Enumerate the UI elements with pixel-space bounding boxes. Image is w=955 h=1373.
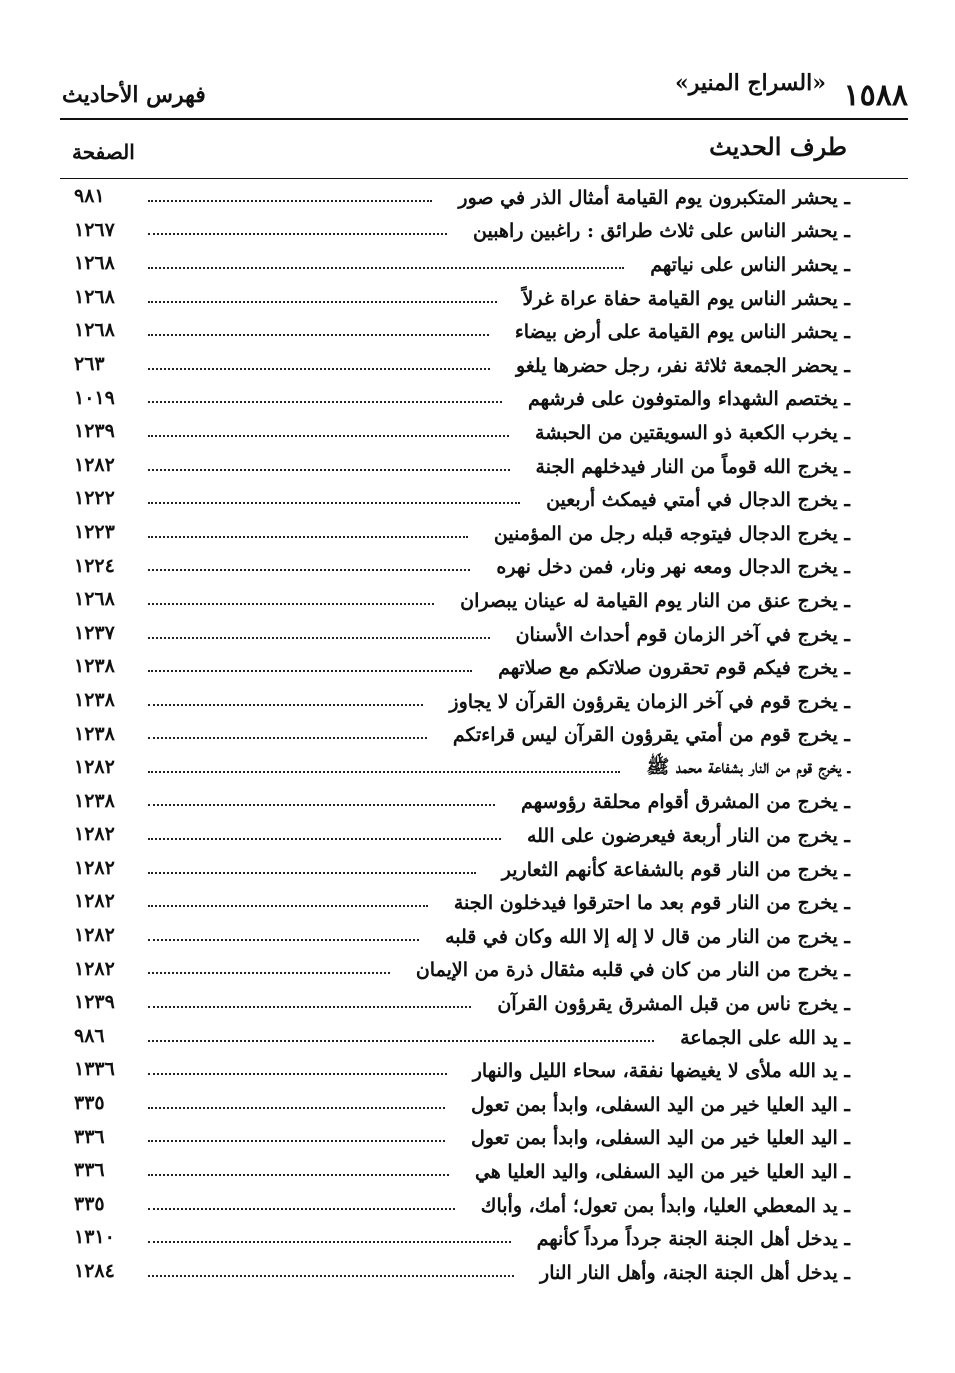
hadith-incipit: ـ اليد العليا خير من اليد السفلى، واليد العليا هي <box>474 1161 850 1184</box>
dot-leader <box>148 267 624 269</box>
hadith-incipit: ـ يخرج من النار من قال لا إله إلا الله وكان في قلبه <box>445 925 850 948</box>
page-reference: ١٢٦٨ <box>74 319 115 342</box>
page-reference: ١٢٦٨ <box>74 588 115 611</box>
hadith-index-list <box>60 181 850 1290</box>
hadith-incipit: ـ يخرج من النار قوم بعد ما احترقوا فيدخلون الجنة <box>453 892 850 915</box>
index-row <box>60 886 850 920</box>
dot-leader <box>148 401 502 403</box>
page-reference: ٣٣٥ <box>74 1192 105 1215</box>
dot-leader <box>148 1073 447 1075</box>
index-row <box>60 651 850 685</box>
page-reference: ٣٣٦ <box>74 1125 105 1148</box>
hadith-incipit: ـ يد الله ملأى لا يغيضها نفقة، سحاء الليل والنهار <box>472 1060 850 1083</box>
header-divider <box>60 118 908 120</box>
hadith-incipit: ـ يخرج قوم في آخر الزمان يقرؤون القرآن لا يجاوز <box>449 690 850 713</box>
index-row <box>60 987 850 1021</box>
index-row <box>60 1021 850 1055</box>
page-reference: ١٢٨٢ <box>74 856 115 879</box>
dot-leader <box>148 1040 654 1042</box>
page-reference: ١٢٦٨ <box>74 285 115 308</box>
hadith-incipit: ـ يخرج في آخر الزمان قوم أحداث الأسنان <box>515 623 850 646</box>
dot-leader <box>148 637 490 639</box>
hadith-incipit: ـ يخرج من المشرق أقوام محلقة رؤوسهم <box>520 791 850 814</box>
page-reference: ١٣٣٦ <box>74 1058 115 1081</box>
dot-leader <box>148 939 419 941</box>
dot-leader <box>148 368 490 370</box>
hadith-incipit: ـ يدخل أهل الجنة الجنة جرداً مرداً كأنهم <box>536 1228 850 1251</box>
hadith-incipit: ـ اليد العليا خير من اليد السفلى، وابدأ بمن تعول <box>471 1127 850 1150</box>
dot-leader <box>148 905 428 907</box>
hadith-incipit: ـ يخرج من النار أربعة فيعرضون على الله <box>526 825 850 848</box>
page-reference: ١٢٣٨ <box>74 655 115 678</box>
hadith-incipit: ـ يحشر الناس على نياتهم <box>650 253 850 276</box>
dot-leader <box>148 1006 471 1008</box>
dot-leader <box>148 1107 445 1109</box>
hadith-incipit: ـ اليد العليا خير من اليد السفلى، وابدأ بمن تعول <box>471 1093 850 1116</box>
page-reference: ٩٨٦ <box>74 1024 105 1047</box>
dot-leader <box>148 200 432 202</box>
index-row <box>60 1054 850 1088</box>
index-row <box>60 1222 850 1256</box>
index-row <box>60 450 850 484</box>
page-reference: ١٢٨٢ <box>74 756 115 779</box>
page-reference: ١٢٣٨ <box>74 722 115 745</box>
hadith-incipit: ـ يحشر الناس يوم القيامة على أرض بيضاء <box>514 321 850 344</box>
index-row <box>60 920 850 954</box>
dot-leader <box>148 603 434 605</box>
index-row <box>60 383 850 417</box>
page-reference: ١٠١٩ <box>74 386 115 409</box>
dot-leader <box>148 972 390 974</box>
index-row <box>60 786 850 820</box>
page-reference: ١٢٦٧ <box>74 218 115 241</box>
index-row <box>60 819 850 853</box>
hadith-incipit: ـ يخرج الله قوماً من النار فيدخلهم الجنة <box>535 455 850 478</box>
dot-leader <box>148 334 489 336</box>
page-reference: ١٣١٠ <box>74 1226 115 1249</box>
page-number: ١٥٨٨ <box>843 78 908 113</box>
index-row <box>60 248 850 282</box>
hadith-incipit: ـ يختصم الشهداء والمتوفون على فرشهم <box>528 388 850 411</box>
dot-leader <box>148 771 620 773</box>
dot-leader <box>148 502 520 504</box>
page-reference: ١٢٨٢ <box>74 453 115 476</box>
hadith-incipit: ـ يخرج الدجال ومعه نهر ونار، فمن دخل نهره <box>496 556 850 579</box>
page-reference: ١٢٦٨ <box>74 252 115 275</box>
index-row <box>60 1088 850 1122</box>
hadith-incipit: ـ يدخل أهل الجنة الجنة، وأهل النار النار <box>540 1261 850 1284</box>
index-row <box>60 215 850 249</box>
index-row <box>60 349 850 383</box>
column-header-divider <box>60 178 908 179</box>
page-reference: ١٢٢٣ <box>74 520 115 543</box>
hadith-incipit: ـ يخرج الدجال فيتوجه قبله رجل من المؤمنين <box>493 522 850 545</box>
dot-leader <box>148 838 501 840</box>
page-reference: ١٢٨٢ <box>74 890 115 913</box>
hadith-incipit: ـ يخرج من النار من كان في قلبه مثقال ذرة من الإيمان <box>415 959 850 982</box>
hadith-incipit: ـ يحشر المتكبرون يوم القيامة أمثال الذر في صور <box>458 186 850 209</box>
index-row <box>60 416 850 450</box>
hadith-incipit: ـ يخرج ناس من قبل المشرق يقرؤون القرآن <box>497 993 850 1016</box>
page-reference: ١٢٢٢ <box>74 487 115 510</box>
dot-leader <box>148 670 472 672</box>
page-reference: ٣٣٦ <box>74 1159 105 1182</box>
hadith-incipit: ـ يحشر الناس على ثلاث طرائق : راغبين راهبين <box>473 220 850 243</box>
index-row <box>60 685 850 719</box>
page-header <box>60 66 908 114</box>
hadith-incipit: ـ يحضر الجمعة ثلاثة نفر، رجل حضرها يلغو <box>515 354 850 377</box>
index-row <box>60 282 850 316</box>
index-row <box>60 181 850 215</box>
page-reference: ١٢٨٢ <box>74 823 115 846</box>
hadith-incipit: ـ يخرج الدجال في أمتي فيمكث أربعين <box>546 489 850 512</box>
index-row <box>60 517 850 551</box>
dot-leader <box>148 301 497 303</box>
hadith-incipit: ـ يخرج قوم من أمتي يقرؤون القرآن ليس قراءتكم <box>452 724 850 747</box>
dot-leader <box>148 1241 511 1243</box>
index-row <box>60 551 850 585</box>
index-row <box>60 1155 850 1189</box>
dot-leader <box>148 1208 455 1210</box>
index-row <box>60 954 850 988</box>
page-reference: ١٢٨٢ <box>74 924 115 947</box>
column-header-page: الصفحة <box>72 140 135 164</box>
dot-leader <box>148 569 470 571</box>
index-row <box>60 584 850 618</box>
hadith-incipit: ـ يخرج عنق من النار يوم القيامة له عينان يبصران <box>460 589 850 612</box>
page-reference: ١٢٣٩ <box>74 991 115 1014</box>
dot-leader <box>148 233 447 235</box>
page-reference: ١٢٣٨ <box>74 688 115 711</box>
page-reference: ١٢٢٤ <box>74 554 115 577</box>
dot-leader <box>148 704 423 706</box>
section-title: فهرس الأحاديث <box>62 82 206 108</box>
hadith-incipit: ـ يخرب الكعبة ذو السويقتين من الحبشة <box>535 421 850 444</box>
index-row <box>60 1189 850 1223</box>
index-row <box>60 315 850 349</box>
hadith-incipit: ـ يد الله على الجماعة <box>680 1026 850 1049</box>
index-row <box>60 618 850 652</box>
page-reference: ١٢٨٢ <box>74 957 115 980</box>
page-reference: ٣٣٥ <box>74 1092 105 1115</box>
hadith-incipit: ـ يخرج فيكم قوم تحقرون صلاتكم مع صلاتهم <box>498 657 850 680</box>
dot-leader <box>148 1174 449 1176</box>
hadith-incipit: ـ يخرج قوم من النار بشفاعة محمد ﷺ <box>646 755 850 778</box>
dot-leader <box>148 1275 514 1277</box>
index-row <box>60 1122 850 1156</box>
dot-leader <box>148 469 510 471</box>
page-reference: ٢٦٣ <box>74 352 105 375</box>
index-row <box>60 752 850 786</box>
page-reference: ١٢٣٨ <box>74 789 115 812</box>
dot-leader <box>148 872 476 874</box>
dot-leader <box>148 804 495 806</box>
dot-leader <box>148 737 427 739</box>
hadith-incipit: ـ يخرج من النار قوم بالشفاعة كأنهم الثعارير <box>501 858 850 881</box>
index-row <box>60 1256 850 1290</box>
page-reference: ١٢٨٤ <box>74 1260 115 1282</box>
page-reference: ٩٨١ <box>74 185 105 207</box>
dot-leader <box>148 1140 445 1142</box>
index-row <box>60 719 850 753</box>
column-header-hadith: طرف الحديث <box>709 132 847 161</box>
page-reference: ١٢٣٧ <box>74 621 115 644</box>
hadith-incipit: ـ يد المعطي العليا، وابدأ بمن تعول؛ أمك، وأباك <box>480 1194 850 1217</box>
index-row <box>60 853 850 887</box>
index-row <box>60 483 850 517</box>
page-reference: ١٢٣٩ <box>74 420 115 443</box>
hadith-incipit: ـ يحشر الناس يوم القيامة حفاة عراة غرلاً <box>522 287 850 310</box>
dot-leader <box>148 536 468 538</box>
dot-leader <box>148 435 509 437</box>
book-title: «السراج المنير» <box>674 70 826 96</box>
